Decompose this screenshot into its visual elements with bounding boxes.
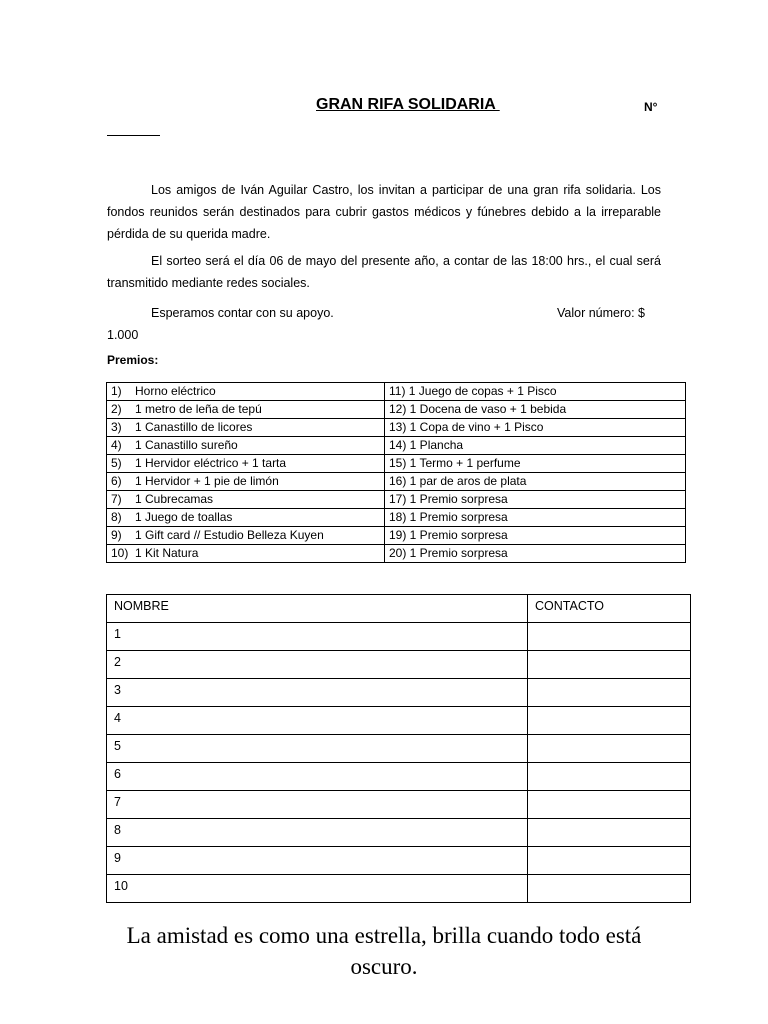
ticket-number-label: N° — [644, 100, 658, 114]
prize-cell-left — [107, 491, 385, 509]
prize-text: 1 Gift card // Estudio Belleza Kuyen — [135, 528, 324, 542]
contact-name-cell[interactable]: 4 — [107, 707, 528, 735]
contact-row — [107, 847, 691, 875]
contact-info-cell[interactable] — [528, 847, 691, 875]
contact-name-cell[interactable]: 8 — [107, 819, 528, 847]
contact-name-cell[interactable]: 10 — [107, 875, 528, 903]
contact-name-cell[interactable]: 9 — [107, 847, 528, 875]
price-label: Valor número: $ — [557, 306, 646, 320]
prize-row — [107, 455, 686, 473]
prize-cell-right: 18) 1 Premio sorpresa — [385, 509, 686, 527]
contact-info-cell[interactable] — [528, 623, 691, 651]
contact-header: CONTACTO — [528, 595, 691, 623]
prize-cell-left — [107, 545, 385, 563]
prize-cell-right: 15) 1 Termo + 1 perfume — [385, 455, 686, 473]
prize-number: 10) — [111, 546, 129, 560]
prize-number: 2) — [111, 402, 122, 416]
prize-cell-right: 14) 1 Plancha — [385, 437, 686, 455]
contact-info-cell[interactable] — [528, 791, 691, 819]
contact-info-cell[interactable] — [528, 707, 691, 735]
contact-name-cell[interactable]: 7 — [107, 791, 528, 819]
support-text: Esperamos contar con su apoyo. — [151, 306, 334, 320]
contacts-table — [106, 594, 691, 903]
prize-cell-left — [107, 473, 385, 491]
prize-number: 5) — [111, 456, 122, 470]
draw-text: El sorteo será el día 06 de mayo del presente año, a contar de las 18:00 hrs., el cual será transmitido mediante redes sociales. — [107, 254, 661, 290]
contact-row — [107, 791, 691, 819]
prize-cell-left — [107, 401, 385, 419]
intro-paragraph — [107, 179, 661, 245]
contact-row — [107, 623, 691, 651]
contact-row — [107, 875, 691, 903]
prize-cell-left — [107, 455, 385, 473]
prize-cell-left — [107, 437, 385, 455]
contact-info-cell[interactable] — [528, 819, 691, 847]
contact-info-cell[interactable] — [528, 651, 691, 679]
contact-row — [107, 707, 691, 735]
prize-cell-left — [107, 419, 385, 437]
prize-cell-right: 13) 1 Copa de vino + 1 Pisco — [385, 419, 686, 437]
name-header: NOMBRE — [107, 595, 528, 623]
contact-name-cell[interactable]: 6 — [107, 763, 528, 791]
prize-cell-right: 12) 1 Docena de vaso + 1 bebida — [385, 401, 686, 419]
prize-number: 8) — [111, 510, 122, 524]
contact-name-cell[interactable]: 2 — [107, 651, 528, 679]
prize-cell-right: 19) 1 Premio sorpresa — [385, 527, 686, 545]
prize-number: 9) — [111, 528, 122, 542]
intro-text: Los amigos de Iván Aguilar Castro, los invitan a participar de una gran rifa solidaria. Los fondos reunidos serán destinados para cubrir gastos médicos y fúnebres debido a la irreparable pérdida de su querida madre. — [107, 183, 661, 241]
draw-paragraph — [107, 250, 661, 294]
prize-cell-right: 17) 1 Premio sorpresa — [385, 491, 686, 509]
prize-text: 1 Cubrecamas — [135, 492, 214, 506]
contacts-header-row — [107, 595, 691, 623]
contact-row — [107, 819, 691, 847]
prize-row — [107, 401, 686, 419]
footer-quote: La amistad es como una estrella, brilla cuando todo está oscuro. — [126, 923, 642, 979]
prize-row — [107, 473, 686, 491]
prize-number: 3) — [111, 420, 122, 434]
ticket-number-line — [107, 135, 160, 136]
prize-row — [107, 491, 686, 509]
contact-info-cell[interactable] — [528, 679, 691, 707]
prize-number: 6) — [111, 474, 122, 488]
contact-info-cell[interactable] — [528, 735, 691, 763]
prize-text: 1 Hervidor eléctrico + 1 tarta — [135, 456, 287, 470]
contact-name-cell[interactable]: 3 — [107, 679, 528, 707]
prize-number: 4) — [111, 438, 122, 452]
price-amount: 1.000 — [107, 328, 139, 342]
contact-row — [107, 735, 691, 763]
prize-cell-left — [107, 509, 385, 527]
page-title: GRAN RIFA SOLIDARIA — [316, 96, 500, 113]
prize-number: 7) — [111, 492, 122, 506]
prize-text: 1 Kit Natura — [135, 546, 199, 560]
prize-text: 1 Canastillo sureño — [135, 438, 238, 452]
prize-text: 1 Juego de toallas — [135, 510, 233, 524]
contact-info-cell[interactable] — [528, 763, 691, 791]
prize-text: 1 metro de leña de tepú — [135, 402, 262, 416]
contact-row — [107, 679, 691, 707]
prizes-label: Premios: — [107, 353, 159, 367]
prize-row — [107, 545, 686, 563]
prize-cell-left — [107, 527, 385, 545]
contact-name-cell[interactable]: 5 — [107, 735, 528, 763]
prizes-table — [106, 382, 686, 563]
prize-number: 1) — [111, 384, 122, 398]
prize-text: Horno eléctrico — [135, 384, 216, 398]
prize-row — [107, 527, 686, 545]
prize-row — [107, 419, 686, 437]
prize-cell-right: 11) 1 Juego de copas + 1 Pisco — [385, 383, 686, 401]
contact-row — [107, 763, 691, 791]
contact-row — [107, 651, 691, 679]
contact-name-cell[interactable]: 1 — [107, 623, 528, 651]
prize-text: 1 Hervidor + 1 pie de limón — [135, 474, 279, 488]
prize-row — [107, 383, 686, 401]
contact-info-cell[interactable] — [528, 875, 691, 903]
prize-cell-right: 20) 1 Premio sorpresa — [385, 545, 686, 563]
prize-row — [107, 437, 686, 455]
prize-cell-left — [107, 383, 385, 401]
prize-row — [107, 509, 686, 527]
prize-text: 1 Canastillo de licores — [135, 420, 253, 434]
prize-cell-right: 16) 1 par de aros de plata — [385, 473, 686, 491]
